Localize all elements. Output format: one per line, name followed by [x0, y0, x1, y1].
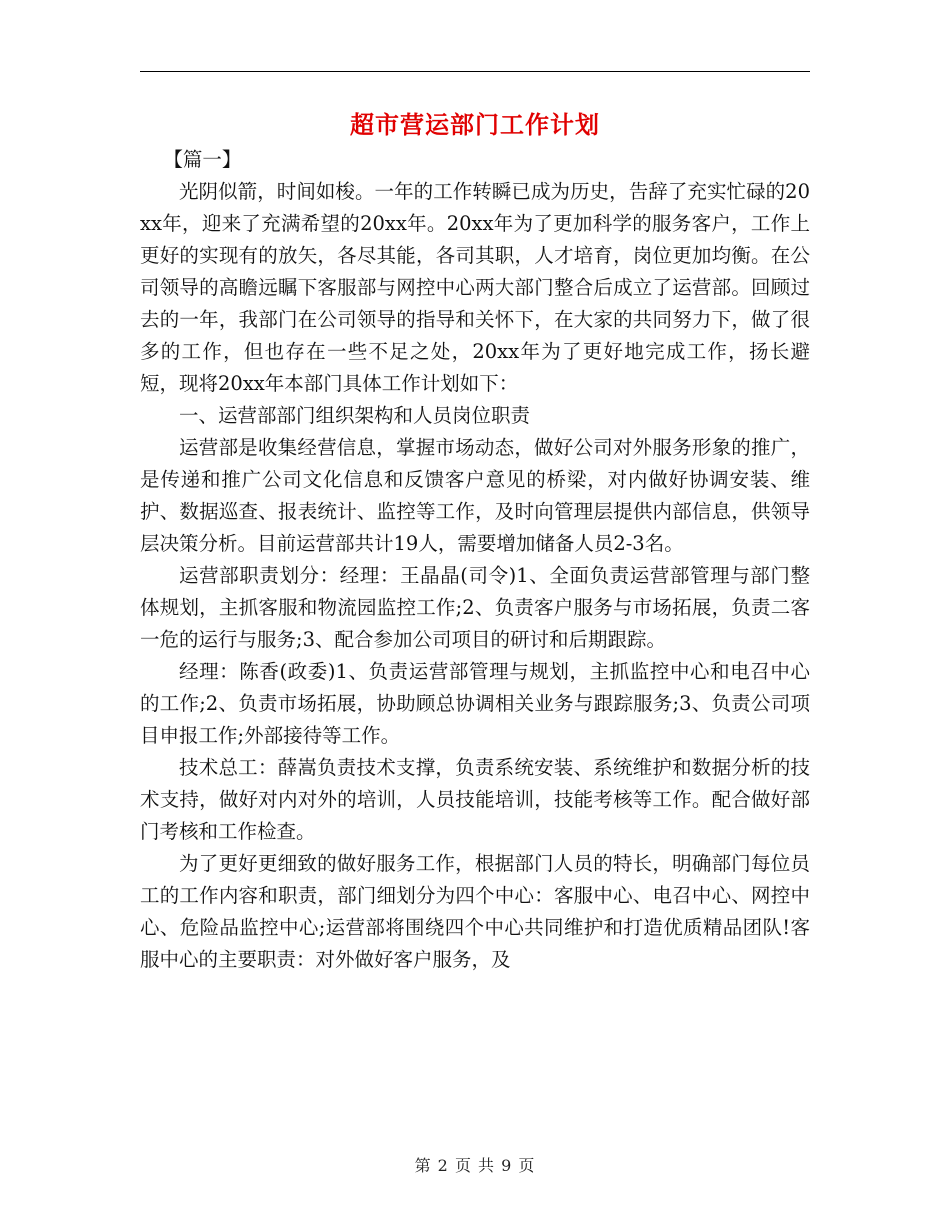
- section-heading: 一、运营部部门组织架构和人员岗位职责: [179, 404, 531, 427]
- paragraph-department-overview: 运营部是收集经营信息，掌握市场动态，做好公司对外服务形象的推广，是传递和推广公司文化信息和反馈客户意见的桥梁，对内做好协调安装、维护、数据巡查、报表统计、监控等工作，及时向管理层提供内部信息，供领导层决策分析。目前运营部共计19人，需要增加储备人员2-3名。: [140, 436, 810, 555]
- paragraph-manager-duties: 运营部职责划分：经理：王晶晶(司令)1、全面负责运营部管理与部门整体规划，主抓客服和物流园监控工作;2、负责客户服务与市场拓展，负责二客一危的运行与服务;3、配合参加公司项目的研讨和后期跟踪。: [140, 564, 810, 651]
- document-body: [140, 144, 810, 976]
- page-number: 第 2 页 共 9 页: [414, 1156, 536, 1175]
- paragraph-second-manager-duties: 经理：陈香(政委)1、负责运营部管理与规划，主抓监控中心和电召中心的工作;2、负责市场拓展，协助顾总协调相关业务与跟踪服务;3、负责公司项目申报工作;外部接待等工作。: [140, 660, 810, 747]
- header-rule: [140, 71, 810, 72]
- paragraph-four-centers: 为了更好更细致的做好服务工作，根据部门人员的特长，明确部门每位员工的工作内容和职责，部门细划分为四个中心：客服中心、电召中心、网控中心、危险品监控中心;运营部将围绕四个中心共同维护和打造优质精品团队!客服中心的主要职责：对外做好客户服务，及: [140, 852, 810, 971]
- paragraph-technical-lead: 技术总工：薛嵩负责技术支撑，负责系统安装、系统维护和数据分析的技术支持，做好对内对外的培训，人员技能培训，技能考核等工作。配合做好部门考核和工作检查。: [140, 756, 810, 843]
- section-label: 【篇一】: [163, 148, 242, 171]
- document-title: 超市营运部门工作计划: [350, 110, 600, 139]
- paragraph-intro: 光阴似箭，时间如梭。一年的工作转瞬已成为历史，告辞了充实忙碌的20xx年，迎来了充满希望的20xx年。20xx年为了更加科学的服务客户，工作上更好的实现有的放矢，各尽其能，各司其职，人才培育，岗位更加均衡。在公司领导的高瞻远瞩下客服部与网控中心两大部门整合后成立了运营部。回顾过去的一年，我部门在公司领导的指导和关怀下，在大家的共同努力下，做了很多的工作，但也存在一些不足之处，20xx年为了更好地完成工作，扬长避短，现将20xx年本部门具体工作计划如下：: [140, 180, 810, 395]
